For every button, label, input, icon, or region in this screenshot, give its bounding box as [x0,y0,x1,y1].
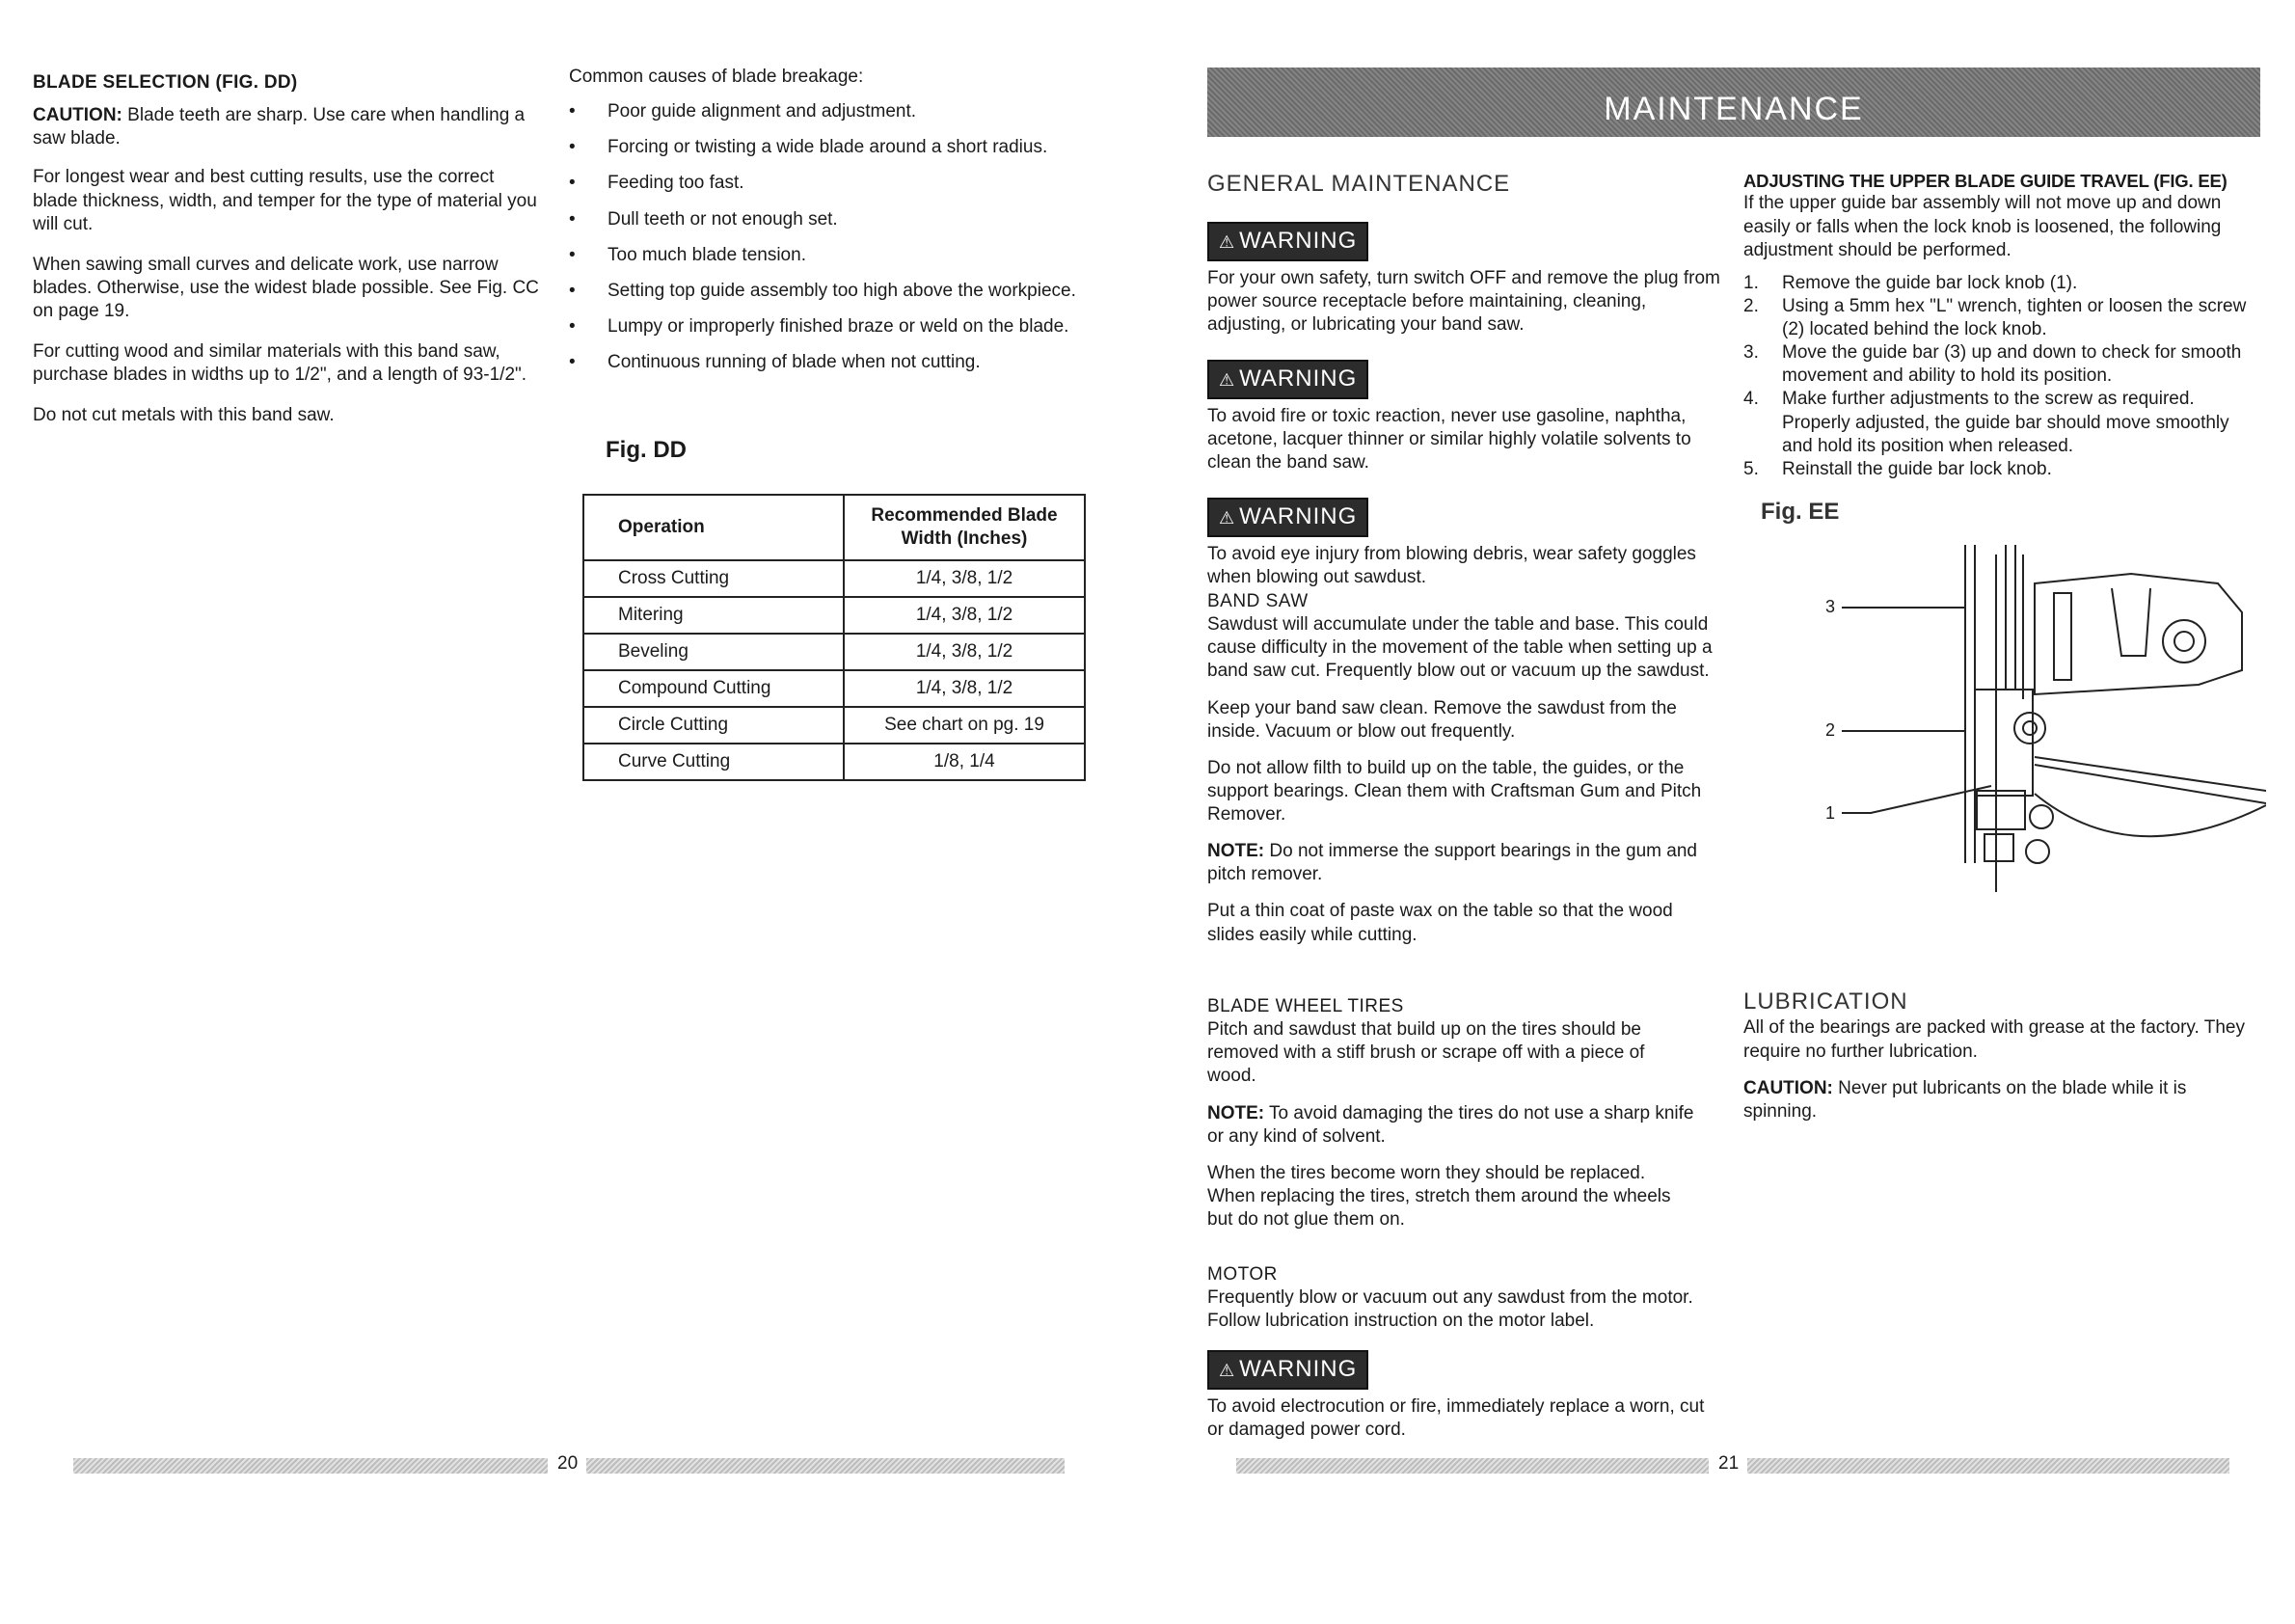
step-number: 1. [1743,272,1759,293]
caution-label: CAUTION: [33,105,122,126]
caution-label: CAUTION: [1743,1077,1833,1098]
caution-text: Never put lubricants on the blade while it is spinning. [1743,1077,2187,1122]
note-text: To avoid damaging the tires do not use a sharp knife or any kind of solvent. [1207,1102,1694,1147]
note-text: Do not immerse the support bearings in the gum and pitch remover. [1207,841,1697,885]
table-row [583,707,1085,744]
fig-ee-label: Fig. EE [1761,499,1840,525]
step-number: 3. [1743,342,1759,364]
table-row [583,597,1085,634]
adjusting-steps [1743,272,2264,481]
table-row [583,634,1085,670]
housing-slot [2054,593,2071,680]
list-item: • Continuous running of blade when not cutting. [569,351,1094,374]
warning-text-1: For your own safety, turn switch OFF and remove the plug from power source receptacle before maintaining, cleaning, adjusting, or lubricating your band saw. [1207,267,1720,336]
breakage-list [569,100,1094,374]
bracket [2112,588,2150,656]
motor-warning-text: To avoid electrocution or fire, immediately replace a worn, cut or damaged power cord. [1207,1395,1705,1440]
blade-para-1: For longest wear and best cutting results, use the correct blade thickness, width, and temper for the type of material you will cut. [33,167,537,234]
table-cell-operation: Compound Cutting [583,670,844,707]
step-number: 2. [1743,295,1759,316]
tires-note [1207,1102,1694,1149]
blade-breakage-section [569,66,1094,387]
tires-para-1: Pitch and sawdust that build up on the tires should be removed with a stiff brush or scrape off with a piece of wood. [1207,1019,1645,1087]
band-saw-para-1: Sawdust will accumulate under the table and base. This could cause difficulty in the movement of the table when setting up a band saw cut. Frequently blow out or vacuum up the sawdust. [1207,614,1713,682]
blade-caution [33,104,544,150]
list-item [1743,272,2264,295]
table-cell-width: See chart on pg. 19 [844,707,1085,744]
right-page-number: 21 [1718,1453,1740,1474]
warning-label: WARNING [1239,228,1358,255]
warning-badge [1207,498,1368,536]
blade-para-3: For cutting wood and similar materials with this band saw, purchase blades in widths up to 1/2", and a length of 93-1/2". [33,341,527,386]
knob-outline [2163,620,2205,663]
table-edge [2035,765,2266,803]
step-number: 4. [1743,389,1759,410]
warning-triangle-icon: ⚠ [1219,370,1236,391]
warning-badge [1207,222,1368,260]
tires-para-2: When the tires become worn they should be replaced. When replacing the tires, stretch them around the wheels but do not glue them on. [1207,1162,1671,1230]
step-text: Using a 5mm hex "L" wrench, tighten or loosen the screw (2) located behind the lock knob. [1782,295,2247,340]
band-saw-para-4: Put a thin coat of paste wax on the table so that the wood slides easily while cutting. [1207,901,1673,945]
lubrication-section [1743,988,2264,1123]
table-row [583,560,1085,597]
warning-triangle-icon: ⚠ [1219,1361,1236,1381]
table-cell-width: 1/4, 3/8, 1/2 [844,634,1085,670]
adjusting-intro: If the upper guide bar assembly will not move up and down easily or falls when the lock knob is loosened, the following adjustment should be performed. [1743,193,2222,260]
callout-2: 2 [1825,720,1836,740]
lubrication-heading: LUBRICATION [1743,988,1908,1015]
list-item [1743,388,2264,457]
table-cell-operation: Curve Cutting [583,744,844,780]
band-saw-para-3: Do not allow filth to build up on the table, the guides, or the support bearings. Clean them with Craftsman Gum and Pitch Remover. [1207,757,1702,825]
band-saw-para-2: Keep your band saw clean. Remove the sawdust from the inside. Vacuum or blow out frequently. [1207,697,1677,742]
blade-para-4: Do not cut metals with this band saw. [33,405,335,426]
callout-leader-1 [1842,786,1991,813]
blade-width-table [582,494,1086,781]
list-item: • Poor guide alignment and adjustment. [569,100,1094,123]
adjusting-section [1743,170,2264,481]
list-item: • Setting top guide assembly too high above the workpiece. [569,280,1094,303]
lubrication-caution [1743,1077,2264,1123]
knob-center [2174,632,2194,651]
motor-section [1207,1263,1709,1442]
list-item: • Lumpy or improperly finished braze or weld on the blade. [569,315,1094,338]
lock-knob-screw [2014,713,2045,744]
step-text: Move the guide bar (3) up and down to check for smooth movement and ability to hold its position. [1782,342,2242,387]
table-cell-operation: Beveling [583,634,844,670]
table-cell-width: 1/4, 3/8, 1/2 [844,560,1085,597]
warning-label: WARNING [1239,503,1358,530]
left-page-number: 20 [557,1453,579,1474]
table-header-operation: Operation [583,495,844,560]
warning-text-2: To avoid fire or toxic reaction, never use gasoline, naphtha, acetone, lacquer thinner or similar highly volatile solvents to clean the band saw. [1207,405,1691,474]
warning-badge [1207,1350,1368,1389]
maintenance-banner [1207,68,2260,137]
band-saw-heading: BAND SAW [1207,591,1309,611]
caution-text: Blade teeth are sharp. Use care when handling a saw blade. [33,105,526,149]
table-cell-operation: Circle Cutting [583,707,844,744]
callout-1: 1 [1825,803,1836,823]
step-text: Make further adjustments to the screw as required. Properly adjusted, the guide bar should move smoothly and hold its position when released. [1782,389,2229,456]
lower-block [1984,834,2013,861]
blade-selection-heading: BLADE SELECTION (FIG. DD) [33,72,298,93]
maintenance-title: MAINTENANCE [1604,91,1864,127]
list-item [1743,458,2264,481]
list-item: • Dull teeth or not enough set. [569,208,1094,231]
blade-selection-section [33,71,544,428]
upper-housing [2035,574,2242,694]
general-maintenance-heading: GENERAL MAINTENANCE [1207,171,1511,197]
warning-label: WARNING [1239,365,1358,392]
blade-wheel-tires-section [1207,995,1694,1232]
warning-text-3: To avoid eye injury from blowing debris, wear safety goggles when blowing out sawdust. [1207,543,1696,587]
blade-para-2: When sawing small curves and delicate work, use narrow blades. Otherwise, use the widest blade possible. See Fig. CC on page 19. [33,254,539,321]
list-item: • Too much blade tension. [569,244,1094,267]
note-label: NOTE: [1207,1102,1265,1123]
step-number: 5. [1743,458,1759,479]
band-saw-note [1207,840,1723,886]
table-header-row [583,495,1085,560]
left-footer-bar-2 [586,1458,1065,1474]
motor-para-1: Frequently blow or vacuum out any sawdust from the motor. Follow lubrication instruction on the motor label. [1207,1287,1693,1332]
table-edge [2035,757,2266,791]
table-cell-operation: Cross Cutting [583,560,844,597]
fig-dd-label: Fig. DD [606,437,687,463]
list-item: • Feeding too fast. [569,172,1094,195]
list-item [1743,341,2264,388]
breakage-intro: Common causes of blade breakage: [569,67,864,87]
bearing [2026,840,2049,863]
fig-ee-illustration [1813,545,2266,902]
lock-knob-center [2023,721,2037,735]
adjusting-heading: ADJUSTING THE UPPER BLADE GUIDE TRAVEL (FIG. EE) [1743,171,2228,191]
table-row [583,744,1085,780]
table-header-width: Recommended Blade Width (Inches) [844,495,1085,560]
step-text: Reinstall the guide bar lock knob. [1782,458,2052,479]
right-footer-bar-2 [1747,1458,2229,1474]
table-cell-width: 1/4, 3/8, 1/2 [844,670,1085,707]
right-footer-bar [1236,1458,1709,1474]
left-footer-bar [73,1458,548,1474]
warning-badge [1207,360,1368,398]
warning-triangle-icon: ⚠ [1219,508,1236,528]
note-label: NOTE: [1207,841,1265,862]
bearing [2030,805,2053,828]
callout-3: 3 [1825,597,1836,616]
lubrication-para-1: All of the bearings are packed with grease at the factory. They require no further lubrication. [1743,1017,2245,1062]
table-cell-operation: Mitering [583,597,844,634]
warning-triangle-icon: ⚠ [1219,232,1236,253]
blade-wheel-tires-heading: BLADE WHEEL TIRES [1207,996,1404,1016]
table-row [583,670,1085,707]
table-cell-width: 1/8, 1/4 [844,744,1085,780]
general-maintenance-section [1207,170,1723,589]
list-item: • Forcing or twisting a wide blade around a short radius. [569,136,1094,159]
table-cell-width: 1/4, 3/8, 1/2 [844,597,1085,634]
motor-heading: MOTOR [1207,1264,1278,1285]
band-saw-section [1207,590,1723,947]
step-text: Remove the guide bar lock knob (1). [1782,272,2078,293]
list-item [1743,295,2264,341]
table-curve [2035,794,2266,836]
warning-label: WARNING [1239,1356,1358,1383]
